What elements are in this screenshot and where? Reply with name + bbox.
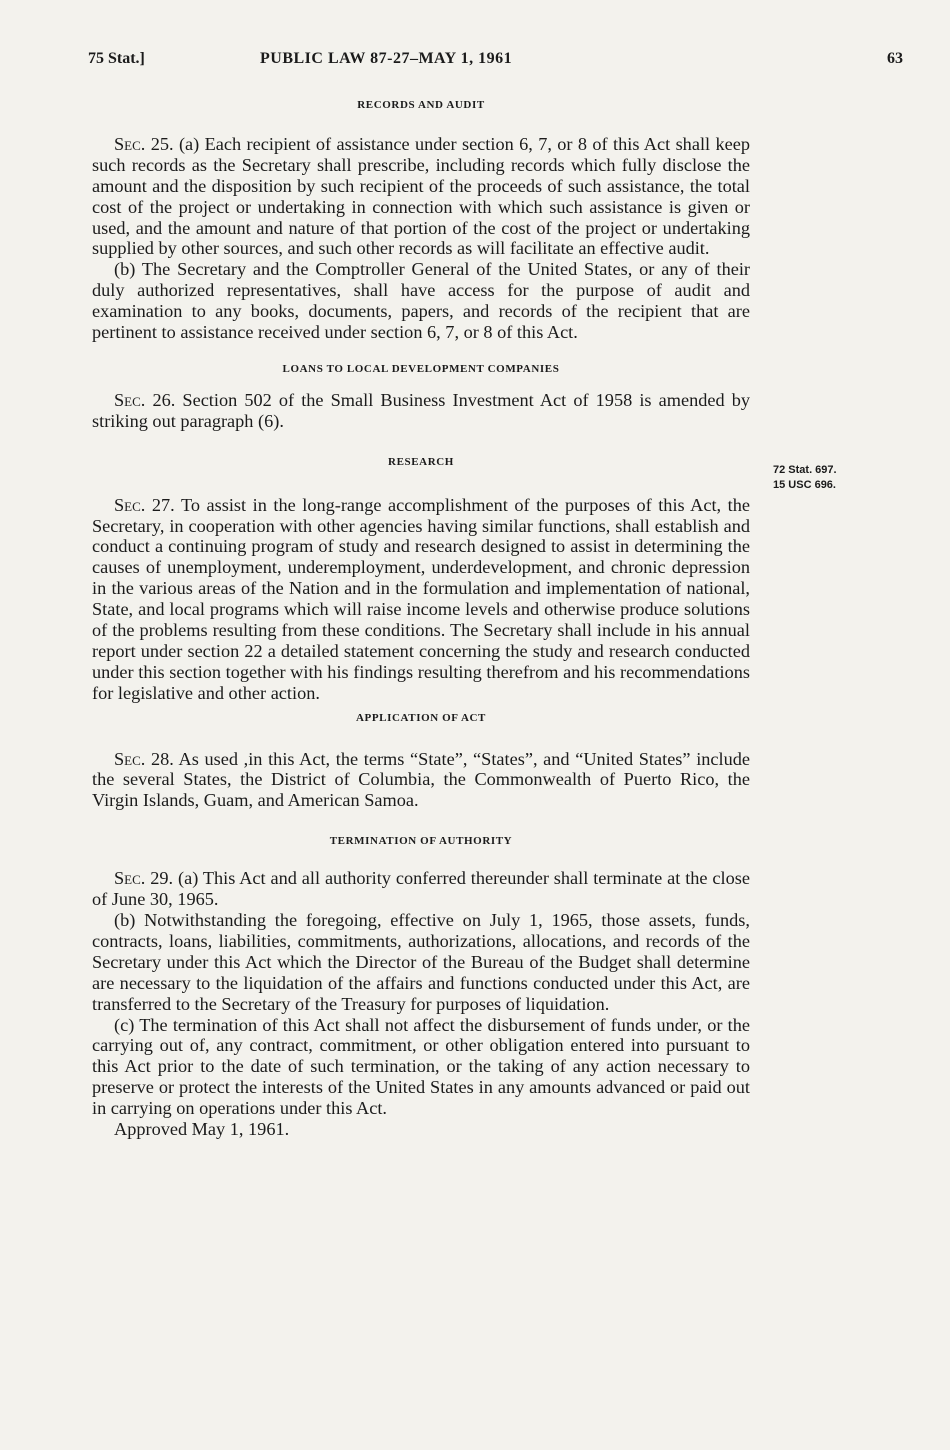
section-28: Sec. 28. As used ,in this Act, the terms “State”, “States”, and “United States” include the several States, the District of Columbia, the Commonwealth of Puerto Rico, the Virgin Islands, Guam, and American Samoa. [92, 748, 750, 811]
section-heading-termination: TERMINATION OF AUTHORITY [329, 835, 513, 848]
sec-label: Sec. [114, 389, 146, 410]
body-text [92, 95, 750, 1140]
section-25b: (b) The Secretary and the Comptroller General of the United States, or any of their duly authorized representatives, shall have access for the purpose of audit and examination to any books, documents, papers, and records of the recipient that are pertinent to assistance received under section 6, 7, or 8 of this Act. [92, 259, 750, 343]
section-heading-loans: LOANS TO LOCAL DEVELOPMENT COMPANIES [282, 362, 560, 375]
section-29a: Sec. 29. (a) This Act and all authority conferred thereunder shall terminate at the close of June 30, 1965. [92, 868, 750, 910]
sec-label: Sec. [114, 133, 146, 154]
section-heading-research: RESEARCH [388, 455, 454, 468]
public-law-title: PUBLIC LAW 87-27–MAY 1, 1961 [260, 50, 513, 67]
section-25a: Sec. 25. (a) Each recipient of assistance under section 6, 7, or 8 of this Act shall keep such records as the Secretary shall prescribe, including records which fully disclose the amount and the disposition by such recipient of the proceeds of such assistance, the total cost of the project or undertaking in connection with which such assistance is given or used, and the amount and nature of that portion of the cost of the project or undertaking supplied by other sources, and such other records as will facilitate an effective audit. [92, 133, 750, 259]
margin-note-stat: 72 Stat. 697. [773, 464, 837, 476]
section-29c: (c) The termination of this Act shall not affect the disbursement of funds under, or the carrying out of, any contract, commitment, or other obligation entered into pursuant to this Act prior to the date of such termination, or the taking of any action necessary to preserve or protect the interests of the United States in any amounts advanced or paid out in carrying on operations under this Act. [92, 1014, 750, 1119]
page-header [88, 50, 903, 76]
section-29b: (b) Notwithstanding the foregoing, effective on July 1, 1965, those assets, funds, contracts, loans, liabilities, commitments, authorizations, allocations, and records of the Secretary under this Act which the Director of the Bureau of the Budget shall determine are necessary to the liquidation of the affairs and functions conducted under this Act, are transferred to the Secretary of the Treasury for purposes of liquidation. [92, 910, 750, 1014]
statute-volume: 75 Stat.] [88, 50, 145, 67]
sec-label: Sec. [114, 748, 146, 769]
section-27: Sec. 27. To assist in the long-range accomplishment of the purposes of this Act, the Secretary, in cooperation with other agencies having similar functions, shall establish and conduct a continuing program of study and research designed to assist in determining the causes of unemployment, underemployment, underdevelopment, and chronic depression in the various areas of the Nation and in the formulation and implementation of national, State, and local programs which will raise income levels and otherwise produce solutions of the problems resulting from these conditions. The Secretary shall include in his annual report under section 22 a detailed statement concerning the study and research conducted under this section together with his findings resulting therefrom and his recommendations for legislative and other action. [92, 494, 750, 703]
approval-date: Approved May 1, 1961. [114, 1119, 290, 1140]
margin-note-usc: 15 USC 696. [773, 479, 836, 491]
margin-note-citation [773, 463, 837, 493]
section-26: Sec. 26. Section 502 of the Small Business Investment Act of 1958 is amended by striking out paragraph (6). [92, 389, 750, 431]
sec-label: Sec. [114, 494, 146, 515]
page-number: 63 [887, 50, 903, 67]
section-heading-records: RECORDS AND AUDIT [357, 99, 485, 111]
sec-label: Sec. [114, 868, 146, 889]
section-heading-application: APPLICATION OF ACT [356, 711, 486, 724]
